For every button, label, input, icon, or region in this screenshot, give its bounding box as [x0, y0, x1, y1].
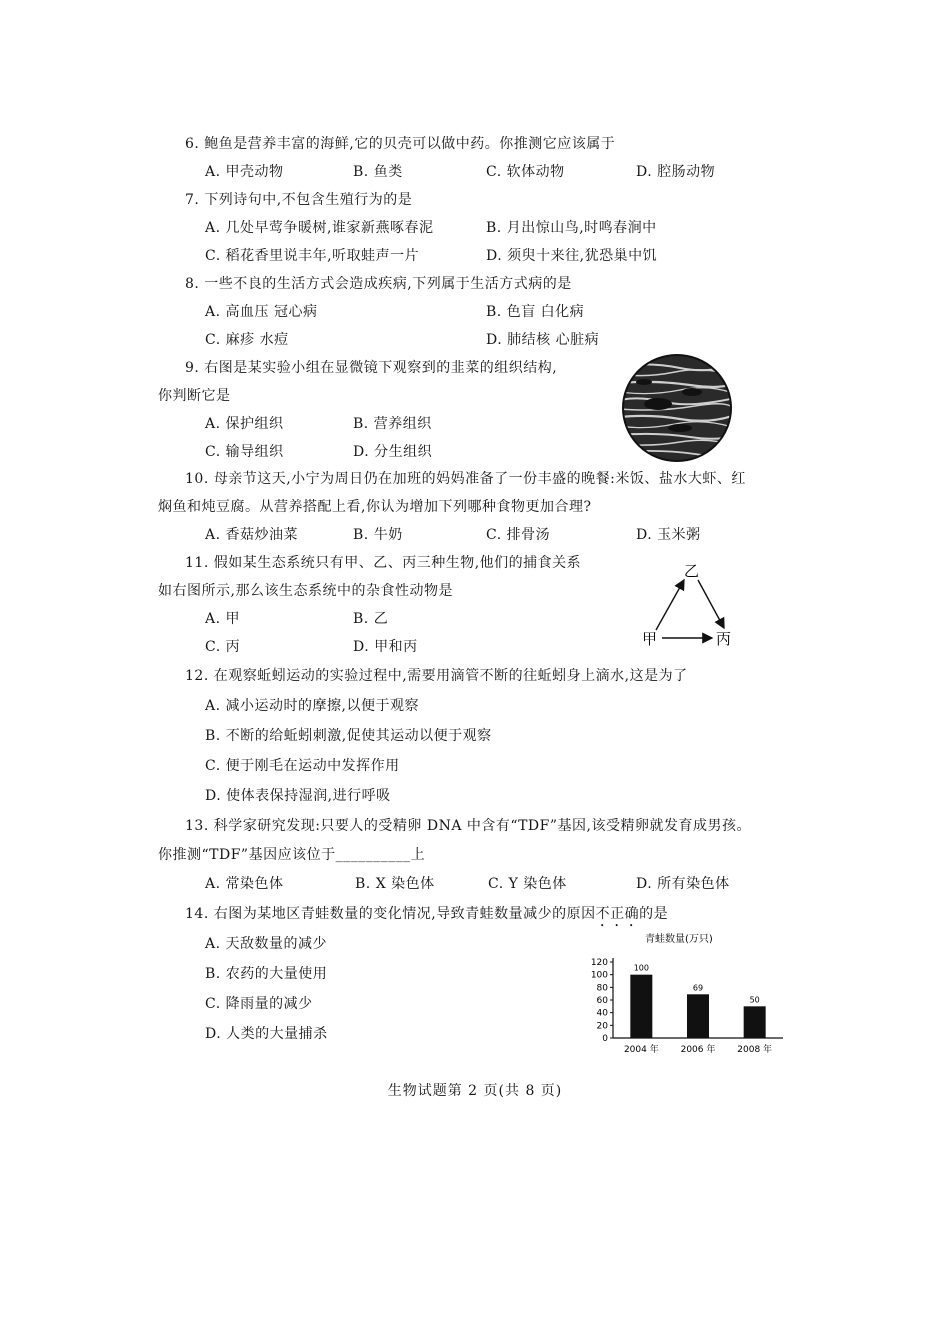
q13-option-d: D. 所有染色体 — [636, 876, 730, 892]
bar — [744, 1006, 766, 1038]
q9-stem-line1: 9. 右图是某实验小组在显微镜下观察到的韭菜的组织结构, — [185, 360, 558, 376]
q10-option-d: D. 玉米粥 — [636, 527, 701, 543]
q11-option-a: A. 甲 — [205, 611, 241, 627]
q14-stem-pre: 14. 右图为某地区青蛙数量的变化情况,导致青蛙数量减少的原因 — [185, 906, 596, 922]
q11-stem-line2: 如右图所示,那么该生态系统中的杂食性动物是 — [158, 583, 453, 599]
q11-option-c: C. 丙 — [205, 639, 241, 655]
q6-option-d: D. 腔肠动物 — [636, 164, 716, 180]
chart-title: 青蛙数量(万只) — [645, 934, 713, 945]
bar-value-label: 50 — [749, 995, 760, 1005]
q8-stem: 8. 一些不良的生活方式会造成疾病,下列属于生活方式病的是 — [185, 276, 572, 292]
micrograph-image — [620, 352, 735, 464]
q13-answer-blank: __________ — [335, 847, 411, 863]
q8-option-d: D. 肺结核 心脏病 — [486, 332, 600, 348]
y-tick-label: 100 — [590, 970, 608, 981]
bar — [630, 975, 652, 1038]
q10-option-a: A. 香菇炒油菜 — [205, 527, 299, 543]
arrow-jia-to-yi — [656, 580, 684, 630]
node-yi: 乙 — [684, 562, 700, 580]
x-tick-label: 2008 年 — [737, 1045, 773, 1055]
q6-option-a: A. 甲壳动物 — [205, 164, 284, 180]
y-tick-label: 0 — [602, 1034, 608, 1044]
y-tick-label: 80 — [596, 983, 608, 994]
q12-option-d: D. 使体表保持湿润,进行呼吸 — [205, 788, 391, 804]
q8-option-b: B. 色盲 白化病 — [486, 304, 585, 320]
q12-option-b: B. 不断的给蚯蚓刺激,促使其运动以便于观察 — [205, 728, 492, 744]
q9-option-c: C. 输导组织 — [205, 444, 284, 460]
node-jia: 甲 — [642, 630, 658, 648]
q10-stem-line1: 10. 母亲节这天,小宁为周日仍在加班的妈妈准备了一份丰盛的晚餐:米饭、盐水大虾、红 — [185, 471, 746, 487]
q10-option-c: C. 排骨汤 — [486, 527, 551, 543]
y-tick-label: 40 — [596, 1008, 608, 1019]
x-tick-label: 2004 年 — [623, 1045, 659, 1055]
q9-option-d: D. 分生组织 — [353, 444, 433, 460]
q13-option-c: C. Y 染色体 — [488, 876, 567, 892]
page-footer: 生物试题第 2 页(共 8 页) — [387, 1083, 563, 1099]
q8-option-a: A. 高血压 冠心病 — [205, 304, 318, 320]
q13-stem-suffix: 上 — [410, 847, 426, 863]
q7-option-d: D. 须臾十来往,犹恐巢中饥 — [486, 248, 658, 264]
arrow-yi-to-bing — [698, 580, 724, 628]
q12-option-a: A. 减小运动时的摩擦,以便于观察 — [205, 698, 419, 714]
q10-option-b: B. 牛奶 — [353, 527, 403, 543]
q14-option-c: C. 降雨量的减少 — [205, 996, 313, 1012]
q14-option-b: B. 农药的大量使用 — [205, 966, 328, 982]
q6-option-c: C. 软体动物 — [486, 164, 565, 180]
q12-option-c: C. 便于刚毛在运动中发挥作用 — [205, 758, 400, 774]
q14-option-a: A. 天敌数量的减少 — [205, 936, 328, 952]
q7-option-a: A. 几处早莺争暖树,谁家新燕啄春泥 — [205, 220, 434, 236]
q13-stem-line2 — [158, 844, 425, 864]
q13-option-b: B. X 染色体 — [355, 876, 435, 892]
q13-stem-text: 你推测“TDF”基因应该位于 — [158, 847, 336, 863]
q13-option-a: A. 常染色体 — [205, 876, 284, 892]
q7-stem: 7. 下列诗句中,不包含生殖行为的是 — [185, 192, 413, 208]
q14-stem — [185, 903, 668, 930]
bar-value-label: 100 — [633, 963, 649, 973]
q13-stem-line1: 13. 科学家研究发现:只要人的受精卵 DNA 中含有“TDF”基因,该受精卵就发育成男孩。 — [185, 818, 751, 834]
q14-stem-post: 的是 — [639, 906, 669, 922]
q9-option-b: B. 营养组织 — [353, 416, 432, 432]
node-bing: 丙 — [716, 630, 732, 648]
q8-option-c: C. 麻疹 水痘 — [205, 332, 289, 348]
q10-stem-line2: 焖鱼和炖豆腐。从营养搭配上看,你认为增加下列哪种食物更加合理? — [158, 499, 592, 515]
q14-option-d: D. 人类的大量捕杀 — [205, 1026, 328, 1042]
q9-option-a: A. 保护组织 — [205, 416, 284, 432]
q9-stem-line2: 你判断它是 — [158, 388, 231, 404]
q11-stem-line1: 11. 假如某生态系统只有甲、乙、丙三种生物,他们的捕食关系 — [185, 555, 582, 571]
bar-value-label: 69 — [692, 983, 704, 993]
q11-option-d: D. 甲和丙 — [353, 639, 418, 655]
q6-stem: 6. 鲍鱼是营养丰富的海鲜,它的贝壳可以做中药。你推测它应该属于 — [185, 136, 616, 152]
q6-option-b: B. 鱼类 — [353, 164, 403, 180]
q12-stem: 12. 在观察蚯蚓运动的实验过程中,需要用滴管不断的往蚯蚓身上滴水,这是为了 — [185, 668, 688, 684]
bar — [687, 994, 709, 1038]
q7-option-b: B. 月出惊山鸟,时鸣春涧中 — [486, 220, 657, 236]
y-tick-label: 20 — [596, 1021, 608, 1032]
food-web-diagram — [640, 558, 760, 650]
q14-stem-emphasis: 不正确 — [595, 906, 640, 922]
x-tick-label: 2006 年 — [680, 1045, 716, 1055]
frog-population-chart — [585, 928, 795, 1060]
y-tick-label: 60 — [596, 996, 608, 1006]
y-tick-label: 120 — [590, 958, 608, 968]
q7-option-c: C. 稻花香里说丰年,听取蛙声一片 — [205, 248, 420, 264]
q11-option-b: B. 乙 — [353, 611, 389, 627]
